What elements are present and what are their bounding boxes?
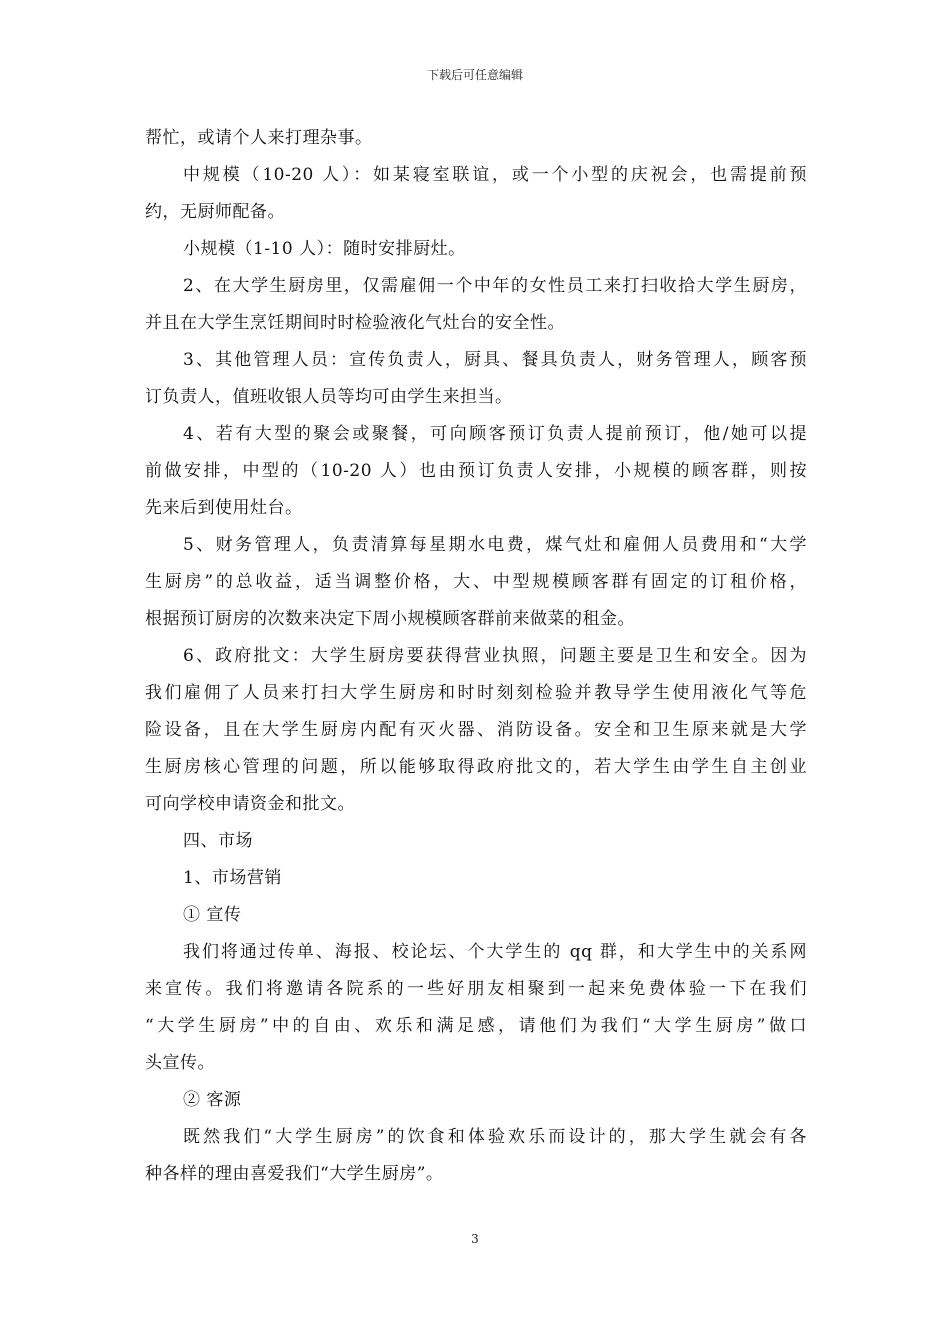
text-line: 险设备，且在大学生厨房内配有灭火器、消防设备。安全和卫生原来就是大学 xyxy=(145,720,807,740)
text-line: 可向学校申请资金和批文。 xyxy=(145,794,355,814)
page-number: 3 xyxy=(471,1232,479,1246)
text-line: 中规模（10-20 人）：如某寝室联谊，或一个小型的庆祝会，也需提前预 xyxy=(183,165,807,185)
text-line: 我们雇佣了人员来打扫大学生厨房和时时刻刻检验并教导学生使用液化气等危 xyxy=(145,683,807,703)
text-line: 订负责人，值班收银人员等均可由学生来担当。 xyxy=(145,387,513,407)
text-line: 1、市场营销 xyxy=(183,868,282,888)
text-line: 来宣传。我们将邀请各院系的一些好朋友相聚到一起来免费体验一下在我们 xyxy=(145,979,807,999)
text-line: 2、在大学生厨房里，仅需雇佣一个中年的女性员工来打扫收拾大学生厨房， xyxy=(183,276,807,296)
text-line: 根据预订厨房的次数来决定下周小规模顾客群前来做菜的租金。 xyxy=(145,609,635,629)
text-line: 我们将通过传单、海报、校论坛、个大学生的 qq 群，和大学生中的关系网 xyxy=(183,942,807,962)
text-line: 约，无厨师配备。 xyxy=(145,202,285,222)
text-line: 四、市场 xyxy=(183,831,253,851)
text-line: 并且在大学生烹饪期间时时检验液化气灶台的安全性。 xyxy=(145,313,565,333)
text-line: ① 宣传 xyxy=(183,905,242,925)
text-line: 种各样的理由喜爱我们“大学生厨房”。 xyxy=(145,1164,444,1184)
text-line: 5、财务管理人，负责清算每星期水电费，煤气灶和雇佣人员费用和“大学 xyxy=(183,535,807,555)
text-line: 小规模（1-10 人）：随时安排厨灶。 xyxy=(183,239,466,259)
text-line: 先来后到使用灶台。 xyxy=(145,498,303,518)
text-line: 头宣传。 xyxy=(145,1053,215,1073)
text-line: 帮忙，或请个人来打理杂事。 xyxy=(145,128,373,148)
text-line: 前做安排，中型的（10-20 人）也由预订负责人安排，小规模的顾客群，则按 xyxy=(145,461,807,481)
text-line: “大学生厨房”中的自由、欢乐和满足感，请他们为我们“大学生厨房”做口 xyxy=(145,1016,807,1036)
text-line: ② 客源 xyxy=(183,1090,242,1110)
text-line: 生厨房”的总收益，适当调整价格，大、中型规模顾客群有固定的订租价格， xyxy=(145,572,807,592)
text-line: 生厨房核心管理的问题，所以能够取得政府批文的，若大学生由学生自主创业 xyxy=(145,757,807,777)
text-line: 4、若有大型的聚会或聚餐，可向顾客预订负责人提前预订，他/她可以提 xyxy=(183,424,807,444)
page-header: 下载后可任意编辑 xyxy=(426,68,523,82)
text-line: 3、其他管理人员：宣传负责人，厨具、餐具负责人，财务管理人，顾客预 xyxy=(183,350,807,370)
document-body xyxy=(145,120,807,1193)
text-line: 既然我们“大学生厨房”的饮食和体验欢乐而设计的，那大学生就会有各 xyxy=(183,1127,807,1147)
text-line: 6、政府批文：大学生厨房要获得营业执照，问题主要是卫生和安全。因为 xyxy=(183,646,807,666)
